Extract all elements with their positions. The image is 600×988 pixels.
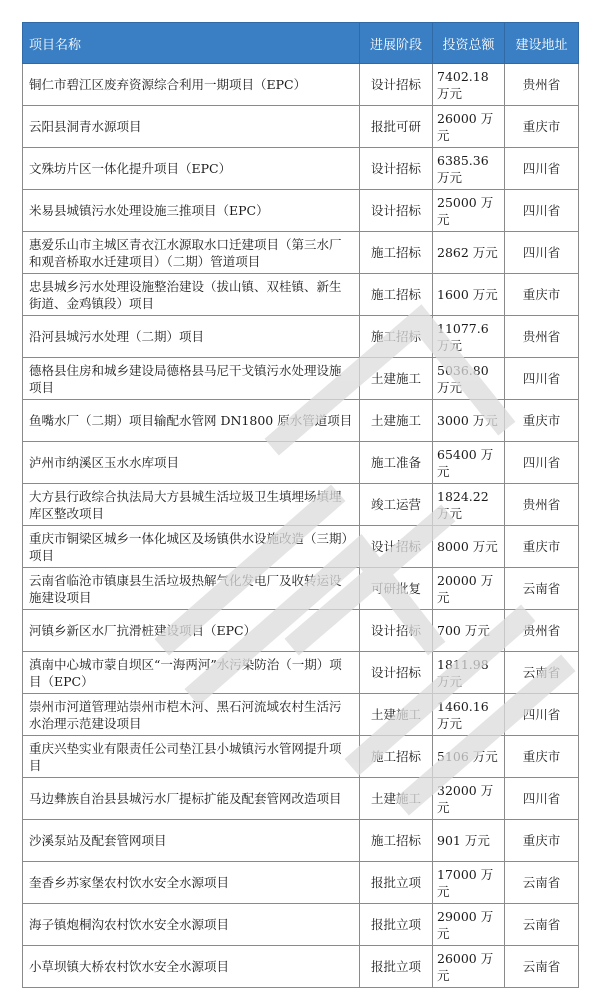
stage-cell: 报批立项 bbox=[360, 862, 433, 904]
table-row bbox=[23, 694, 579, 736]
stage-cell: 施工招标 bbox=[360, 316, 433, 358]
table-row bbox=[23, 526, 579, 568]
project-name-cell: 米易县城镇污水处理设施三推项目（EPC） bbox=[23, 190, 360, 232]
investment-cell: 5106 万元 bbox=[433, 736, 505, 778]
table-row bbox=[23, 568, 579, 610]
table-row bbox=[23, 106, 579, 148]
location-cell: 云南省 bbox=[505, 946, 579, 988]
table-body bbox=[23, 64, 579, 988]
project-name-cell: 滇南中心城市蒙自坝区“一海两河”水污染防治（一期）项目（EPC） bbox=[23, 652, 360, 694]
investment-cell: 3000 万元 bbox=[433, 400, 505, 442]
project-name-cell: 重庆兴垫实业有限责任公司垫江县小城镇污水管网提升项目 bbox=[23, 736, 360, 778]
project-name-cell: 小草坝镇大桥农村饮水安全水源项目 bbox=[23, 946, 360, 988]
investment-cell: 1811.98 万元 bbox=[433, 652, 505, 694]
project-name-cell: 沙溪泵站及配套管网项目 bbox=[23, 820, 360, 862]
table-row bbox=[23, 862, 579, 904]
location-cell: 贵州省 bbox=[505, 610, 579, 652]
table-row bbox=[23, 904, 579, 946]
location-cell: 四川省 bbox=[505, 778, 579, 820]
table-row bbox=[23, 232, 579, 274]
project-name-cell: 惠爱乐山市主城区青衣江水源取水口迁建项目（第三水厂和观音桥取水迁建项目）（二期）管道项目 bbox=[23, 232, 360, 274]
investment-cell: 32000 万元 bbox=[433, 778, 505, 820]
project-table bbox=[22, 22, 579, 988]
location-cell: 贵州省 bbox=[505, 316, 579, 358]
stage-cell: 土建施工 bbox=[360, 358, 433, 400]
project-name-cell: 鱼嘴水厂（二期）项目输配水管网 DN1800 原水管道项目 bbox=[23, 400, 360, 442]
investment-cell: 26000 万元 bbox=[433, 106, 505, 148]
stage-cell: 设计招标 bbox=[360, 610, 433, 652]
stage-cell: 设计招标 bbox=[360, 64, 433, 106]
project-name-cell: 泸州市纳溪区玉水水库项目 bbox=[23, 442, 360, 484]
investment-cell: 29000 万元 bbox=[433, 904, 505, 946]
investment-cell: 26000 万元 bbox=[433, 946, 505, 988]
header-project-name: 项目名称 bbox=[23, 23, 360, 64]
table-row bbox=[23, 64, 579, 106]
project-name-cell: 忠县城乡污水处理设施整治建设（拔山镇、双桂镇、新生街道、金鸡镇段）项目 bbox=[23, 274, 360, 316]
project-name-cell: 云阳县洞青水源项目 bbox=[23, 106, 360, 148]
location-cell: 云南省 bbox=[505, 904, 579, 946]
location-cell: 重庆市 bbox=[505, 820, 579, 862]
stage-cell: 施工招标 bbox=[360, 274, 433, 316]
investment-cell: 1460.16 万元 bbox=[433, 694, 505, 736]
investment-cell: 25000 万元 bbox=[433, 190, 505, 232]
stage-cell: 设计招标 bbox=[360, 652, 433, 694]
stage-cell: 施工招标 bbox=[360, 820, 433, 862]
investment-cell: 2862 万元 bbox=[433, 232, 505, 274]
location-cell: 四川省 bbox=[505, 190, 579, 232]
project-name-cell: 沿河县城污水处理（二期）项目 bbox=[23, 316, 360, 358]
investment-cell: 20000 万元 bbox=[433, 568, 505, 610]
stage-cell: 土建施工 bbox=[360, 778, 433, 820]
header-stage: 进展阶段 bbox=[360, 23, 433, 64]
project-name-cell: 铜仁市碧江区废弃资源综合利用一期项目（EPC） bbox=[23, 64, 360, 106]
table-row bbox=[23, 148, 579, 190]
table-row bbox=[23, 946, 579, 988]
stage-cell: 报批立项 bbox=[360, 946, 433, 988]
location-cell: 四川省 bbox=[505, 694, 579, 736]
header-location: 建设地址 bbox=[505, 23, 579, 64]
location-cell: 重庆市 bbox=[505, 526, 579, 568]
table-header-row bbox=[23, 23, 579, 64]
stage-cell: 可研批复 bbox=[360, 568, 433, 610]
project-name-cell: 重庆市铜梁区城乡一体化城区及场镇供水设施改造（三期）项目 bbox=[23, 526, 360, 568]
table-row bbox=[23, 778, 579, 820]
table-row bbox=[23, 652, 579, 694]
investment-cell: 901 万元 bbox=[433, 820, 505, 862]
project-table-container bbox=[22, 22, 578, 988]
location-cell: 云南省 bbox=[505, 652, 579, 694]
investment-cell: 7402.18 万元 bbox=[433, 64, 505, 106]
project-name-cell: 云南省临沧市镇康县生活垃圾热解气化发电厂及收转运设施建设项目 bbox=[23, 568, 360, 610]
stage-cell: 设计招标 bbox=[360, 148, 433, 190]
table-row bbox=[23, 400, 579, 442]
stage-cell: 施工招标 bbox=[360, 232, 433, 274]
project-name-cell: 文殊坊片区一体化提升项目（EPC） bbox=[23, 148, 360, 190]
project-name-cell: 奎香乡苏家堡农村饮水安全水源项目 bbox=[23, 862, 360, 904]
table-row bbox=[23, 274, 579, 316]
location-cell: 重庆市 bbox=[505, 400, 579, 442]
stage-cell: 报批可研 bbox=[360, 106, 433, 148]
stage-cell: 设计招标 bbox=[360, 526, 433, 568]
stage-cell: 土建施工 bbox=[360, 400, 433, 442]
table-row bbox=[23, 610, 579, 652]
project-name-cell: 海子镇炮桐沟农村饮水安全水源项目 bbox=[23, 904, 360, 946]
investment-cell: 6385.36 万元 bbox=[433, 148, 505, 190]
investment-cell: 1600 万元 bbox=[433, 274, 505, 316]
stage-cell: 施工准备 bbox=[360, 442, 433, 484]
location-cell: 贵州省 bbox=[505, 484, 579, 526]
stage-cell: 竣工运营 bbox=[360, 484, 433, 526]
project-name-cell: 河镇乡新区水厂抗滑桩建设项目（EPC） bbox=[23, 610, 360, 652]
stage-cell: 土建施工 bbox=[360, 694, 433, 736]
project-name-cell: 德格县住房和城乡建设局德格县马尼干戈镇污水处理设施项目 bbox=[23, 358, 360, 400]
location-cell: 四川省 bbox=[505, 358, 579, 400]
investment-cell: 1824.22 万元 bbox=[433, 484, 505, 526]
stage-cell: 设计招标 bbox=[360, 190, 433, 232]
stage-cell: 报批立项 bbox=[360, 904, 433, 946]
investment-cell: 8000 万元 bbox=[433, 526, 505, 568]
location-cell: 重庆市 bbox=[505, 106, 579, 148]
investment-cell: 700 万元 bbox=[433, 610, 505, 652]
header-investment: 投资总额 bbox=[433, 23, 505, 64]
table-row bbox=[23, 316, 579, 358]
investment-cell: 17000 万元 bbox=[433, 862, 505, 904]
table-row bbox=[23, 484, 579, 526]
table-row bbox=[23, 358, 579, 400]
project-name-cell: 崇州市河道管理站崇州市桤木河、黑石河流域农村生活污水治理示范建设项目 bbox=[23, 694, 360, 736]
project-name-cell: 大方县行政综合执法局大方县城生活垃圾卫生填埋场填埋库区整改项目 bbox=[23, 484, 360, 526]
location-cell: 四川省 bbox=[505, 232, 579, 274]
table-row bbox=[23, 820, 579, 862]
location-cell: 重庆市 bbox=[505, 274, 579, 316]
location-cell: 云南省 bbox=[505, 568, 579, 610]
table-row bbox=[23, 442, 579, 484]
location-cell: 四川省 bbox=[505, 442, 579, 484]
investment-cell: 11077.6 万元 bbox=[433, 316, 505, 358]
stage-cell: 施工招标 bbox=[360, 736, 433, 778]
investment-cell: 65400 万元 bbox=[433, 442, 505, 484]
investment-cell: 5036.80 万元 bbox=[433, 358, 505, 400]
project-name-cell: 马边彝族自治县县城污水厂提标扩能及配套管网改造项目 bbox=[23, 778, 360, 820]
table-row bbox=[23, 190, 579, 232]
location-cell: 重庆市 bbox=[505, 736, 579, 778]
table-row bbox=[23, 736, 579, 778]
location-cell: 四川省 bbox=[505, 148, 579, 190]
location-cell: 云南省 bbox=[505, 862, 579, 904]
location-cell: 贵州省 bbox=[505, 64, 579, 106]
